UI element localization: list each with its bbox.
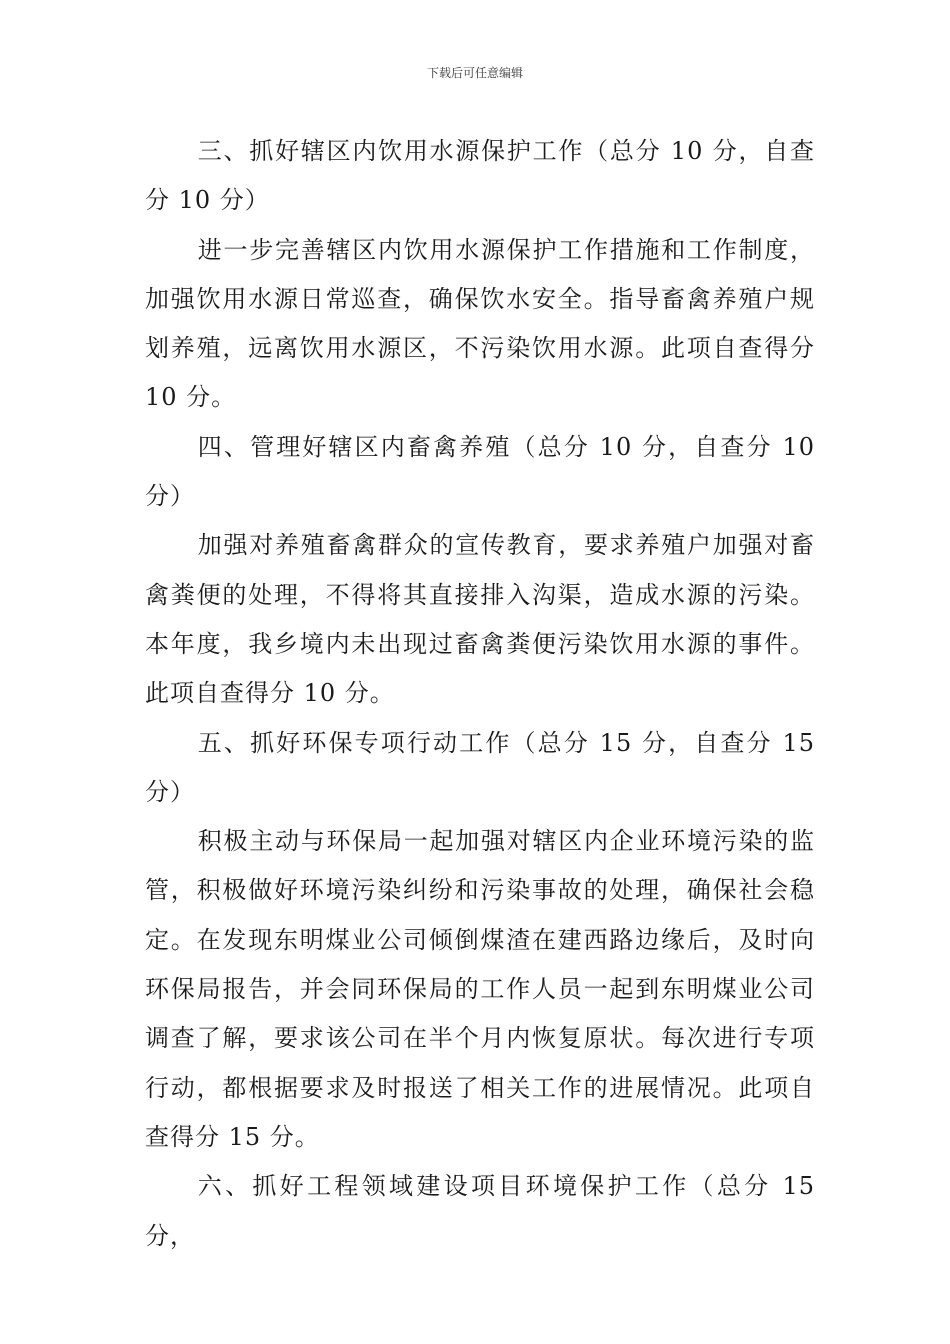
section-heading-4: 四、管理好辖区内畜禽养殖（总分 10 分，自查分 10 分）: [145, 432, 815, 511]
section-heading-6: 六、抓好工程领域建设项目环境保护工作（总分 15 分，: [145, 1172, 815, 1250]
body-paragraph: 加强对养殖畜禽群众的宣传教育，要求养殖户加强对畜禽粪便的处理，不得将其直接排入沟渠，造成水源的污染。本年度，我乡境内未出现过畜禽粪便污染饮用水源的事件。此项自查得分 10 分。: [145, 531, 815, 708]
page-header: 下载后可任意编辑: [426, 66, 523, 80]
section-heading-5: 五、抓好环保专项行动工作（总分 15 分，自查分 15 分）: [145, 728, 815, 806]
body-paragraph: 积极主动与环保局一起加强对辖区内企业环境污染的监管，积极做好环境污染纠纷和污染事故的处理，确保社会稳定。在发现东明煤业公司倾倒煤渣在建西路边缘后，及时向环保局报告，并会同环保局的工作人员一起到东明煤业公司调查了解，要求该公司在半个月内恢复原状。每次进行专项行动，都根据要求及时报送了相关工作的进展情况。此项自查得分 15 分。: [145, 827, 815, 1151]
section-heading-3: 三、抓好辖区内饮用水源保护工作（总分 10 分，自查分 10 分）: [145, 137, 815, 215]
body-paragraph: 进一步完善辖区内饮用水源保护工作措施和工作制度，加强饮用水源日常巡查，确保饮水安全。指导畜禽养殖户规划养殖，远离饮用水源区，不污染饮用水源。此项自查得分 10 分。: [145, 235, 815, 412]
document-body: [145, 127, 815, 1261]
